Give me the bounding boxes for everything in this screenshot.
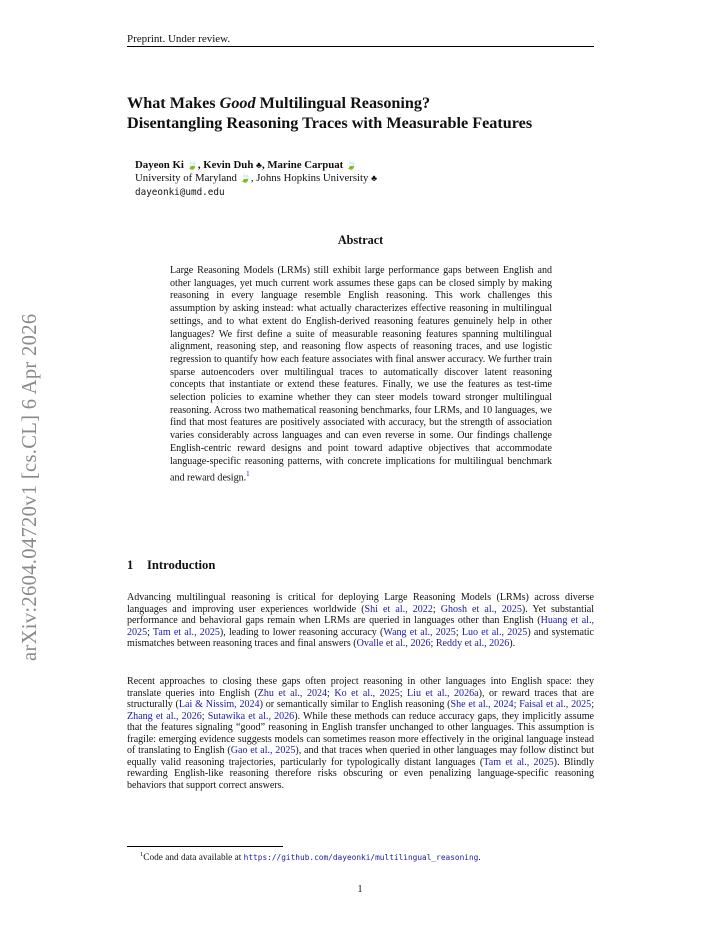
- footnote: $^1$Code and data available at https://github.com/dayeonki/multilingual_reasoning.: [140, 851, 481, 864]
- paragraph-text: ;: [432, 603, 441, 615]
- paragraph-text: ;: [201, 710, 208, 722]
- clover-icon: ♣: [256, 160, 262, 170]
- title-line2: Disentangling Reasoning Traces with Measurable Features: [127, 113, 533, 132]
- paragraph-text: ). Blindly rewarding English-like reasoning therefore risks obscuring or even penalizing language-specific reasoning behaviors that support correct answers.: [127, 756, 595, 791]
- intro-paragraph-1: [127, 592, 594, 650]
- citation-link[interactable]: Faisal et al., 2025: [519, 699, 592, 711]
- citation-link[interactable]: Luo et al., 2025: [461, 626, 528, 638]
- footnote-ref[interactable]: 1: [246, 470, 250, 479]
- citation-link[interactable]: Reddy et al., 2026: [435, 638, 510, 650]
- leaf-icon: 🍃: [345, 160, 358, 170]
- paragraph-text: ), and that traces when queried in other languages may follow distinct but equally valid reasoning trajectories, particularly for typologically distant languages (: [127, 745, 594, 768]
- leaf-icon: 🍃: [239, 173, 251, 183]
- paragraph-text: ;: [147, 626, 153, 638]
- abstract-text: Large Reasoning Models (LRMs) still exhibit large performance gaps between English and other languages, yet much current work assumes these gaps can be closed simply by making reasoning in every language resemble English reasoning. This work challenges this assumption by asking instead: what actually characterizes effective reasoning in multilingual settings, and to what extent do English-derived reasoning features genuinely help in other languages? We first define a suite of measurable reasoning features spanning multilingual alignment, reasoning step, and reasoning flow aspects of reasoning traces, and use logistic regression to quantify how each feature associates with final answer accuracy. We further train sparse autoencoders over multilingual traces to automatically discover latent reasoning concepts that instantiate or extend these features. Finally, we use the features as test-time selection policies to examine whether they can steer models toward stronger multilingual reasoning. Across two mathematical reasoning benchmarks, four LRMs, and 10 languages, we find that most features are positively associated with accuracy, but the strength of association varies considerably across languages and can even reverse in some. Our findings challenge English-centric reward designs and point toward adaptive objectives that accommodate language-specific reasoning patterns, with concrete implications for multilingual benchmark and reward design.: [170, 265, 552, 484]
- paragraph-text: ;: [399, 687, 408, 699]
- citation-link[interactable]: Ghosh et al., 2025: [440, 603, 522, 615]
- citation-link[interactable]: Lai & Nissim, 2024: [178, 699, 260, 711]
- affiliation-name: University of Maryland: [135, 172, 237, 184]
- clover-icon: ♣: [371, 173, 378, 183]
- section-heading-introduction: 1 Introduction: [127, 558, 216, 572]
- paper-title: [127, 94, 607, 133]
- author-email[interactable]: dayeonki@umd.edu: [135, 187, 225, 198]
- paragraph-text: ), leading to lower reasoning accuracy (: [219, 626, 384, 638]
- citation-link[interactable]: Shi et al., 2022: [364, 603, 433, 615]
- arxiv-side-stamp: arXiv:2604.04720v1 [cs.CL] 6 Apr 2026: [19, 313, 41, 661]
- paragraph-text: ;: [430, 638, 436, 650]
- paragraph-text: ). While these methods can reduce accuracy gaps, they implicitly assume that the features signaling “good” reasoning in English transfer unchanged to other languages. This assumption is fragile: emerging evidence suggests models can sometimes reason more effectively in the original language instead of translating to English (: [127, 710, 594, 757]
- leaf-icon: 🍃: [186, 160, 198, 170]
- code-repository-link[interactable]: https://github.com/dayeonki/multilingual_reasoning: [243, 853, 479, 863]
- affiliation-list: University of Maryland 🍃, Johns Hopkins University ♣: [135, 172, 378, 184]
- author-name: Kevin Duh: [203, 159, 254, 171]
- citation-link[interactable]: Ovalle et al., 2026: [356, 638, 431, 650]
- paragraph-text: ;: [327, 687, 335, 699]
- author-name: Marine Carpuat: [267, 159, 344, 171]
- paragraph-text: ). Yet substantial performance and behavioral gaps remain when LRMs are queried in languages other than English (: [127, 603, 594, 627]
- citation-link[interactable]: Zhu et al., 2024: [257, 687, 328, 699]
- citation-link[interactable]: Liu et al., 2026a: [407, 687, 479, 699]
- paragraph-text: ), or reward traces that are structurally (: [127, 687, 594, 711]
- running-header: Preprint. Under review.: [127, 33, 231, 45]
- paragraph-text: ;: [513, 699, 520, 711]
- author-name: Dayeon Ki: [135, 159, 184, 171]
- citation-link[interactable]: Sutawika et al., 2026: [207, 710, 295, 722]
- citation-link[interactable]: Zhang et al., 2026: [127, 710, 202, 722]
- citation-link[interactable]: Huang et al., 2025: [127, 615, 594, 638]
- paragraph-text: ) or semantically similar to English reasoning (: [259, 699, 451, 711]
- citation-link[interactable]: Gao et al., 2025: [230, 745, 296, 757]
- header-rule: [127, 46, 594, 47]
- paragraph-text: ) and systematic mismatches between reasoning traces and final answers (: [127, 626, 594, 650]
- citation-link[interactable]: She et al., 2024: [450, 699, 514, 711]
- title-line1: What Makes Good Multilingual Reasoning?: [127, 94, 431, 112]
- citation-link[interactable]: Wang et al., 2025: [383, 626, 456, 638]
- citation-link[interactable]: Tam et al., 2025: [152, 626, 220, 638]
- citation-link[interactable]: Ko et al., 2025: [334, 687, 400, 699]
- author-list: Dayeon Ki 🍃, Kevin Duh ♣, Marine Carpuat 🍃: [135, 159, 358, 171]
- paragraph-text: ).: [509, 638, 516, 650]
- abstract-heading: Abstract: [337, 233, 384, 247]
- paragraph-text: Recent approaches to closing these gaps often project reasoning in other languages into English space: they translate queries into English (: [127, 676, 594, 699]
- citation-link[interactable]: Tam et al., 2025: [483, 756, 554, 768]
- affiliation-name: Johns Hopkins University: [256, 172, 369, 184]
- footnote-rule: [127, 846, 283, 847]
- paragraph-text: ;: [455, 626, 462, 638]
- page-number: 1: [357, 884, 363, 895]
- abstract-body: [170, 265, 552, 485]
- paragraph-text: Advancing multilingual reasoning is critical for deploying Large Reasoning Models (LRMs) across diverse languages and improving user experiences worldwide (: [127, 592, 594, 615]
- intro-paragraph-2: [127, 676, 594, 791]
- paragraph-text: ;: [591, 699, 594, 711]
